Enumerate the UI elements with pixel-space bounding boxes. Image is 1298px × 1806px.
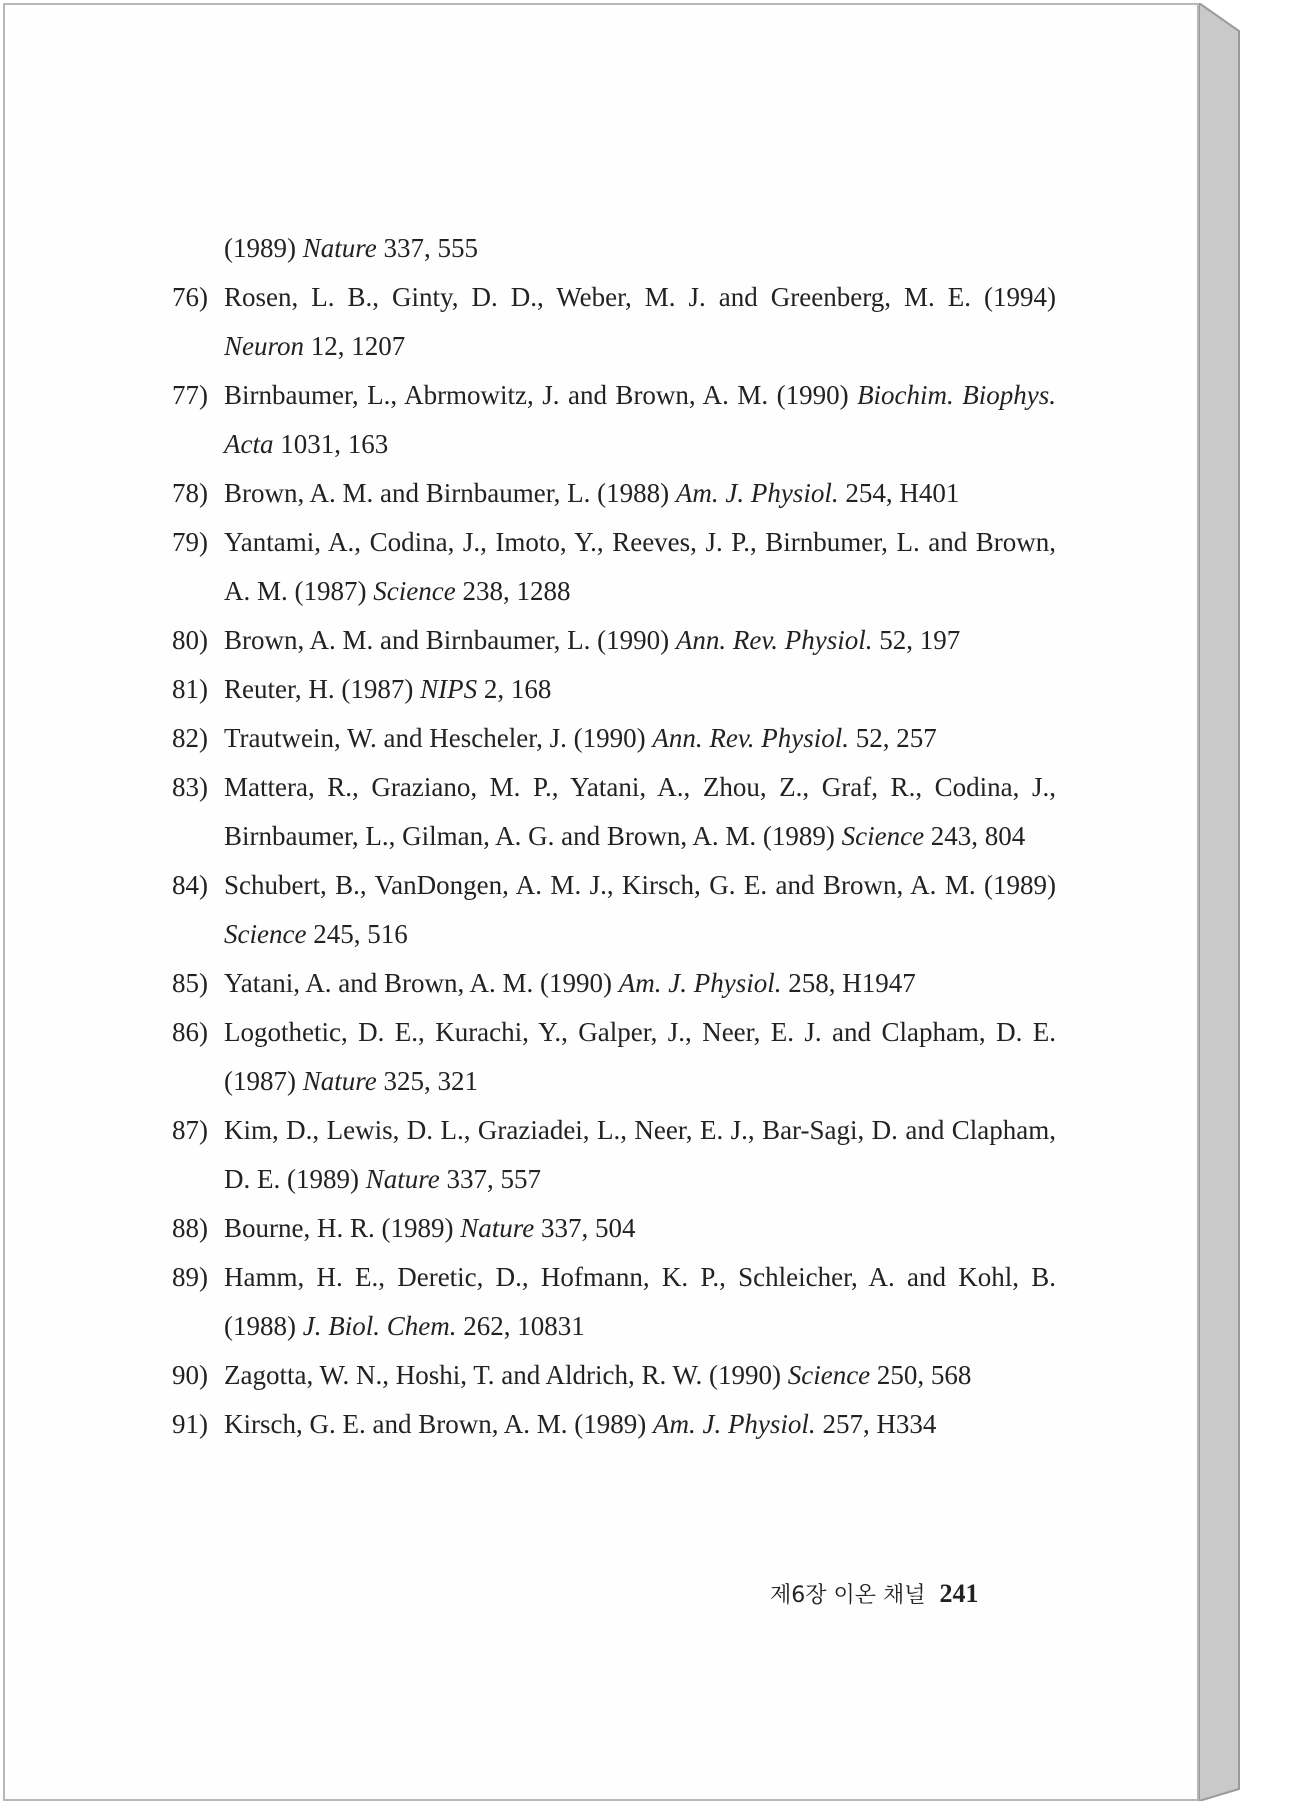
reference-number: 89) [172,1262,208,1292]
reference-authors: Schubert, B., VanDongen, A. M. J., Kirsch, G. E. and Brown, A. M. (1989) [224,870,1056,900]
reference-volume-page: 238, 1288 [455,576,571,606]
reference-list [172,224,1056,1449]
reference-volume-page: 262, 10831 [456,1311,585,1341]
reference-journal: Ann. Rev. Physiol. [652,723,850,753]
reference-item [172,1400,1056,1449]
reference-number: 91) [172,1409,208,1439]
reference-number: 76) [172,282,208,312]
reference-journal: NIPS [420,674,478,704]
reference-number: 82) [172,723,208,753]
reference-number: 83) [172,772,208,802]
reference-authors: Mattera, R., Graziano, M. P., Yatani, A., Zhou, Z., Graf, R., Codina, J., Birnbaumer, L., Gilman, A. G. and Brown, A. M. (1989) [224,772,1056,851]
reference-journal: Nature [302,233,377,263]
reference-number: 85) [172,968,208,998]
reference-authors: Trautwein, W. and Hescheler, J. (1990) [224,723,653,753]
reference-journal: Am. J. Physiol. [652,1409,816,1439]
reference-number: 87) [172,1115,208,1145]
reference-item [172,616,1056,665]
reference-journal: Biochim. Biophys. Acta [224,380,1056,459]
reference-authors: Rosen, L. B., Ginty, D. D., Weber, M. J. and Greenberg, M. E. (1994) [224,282,1056,312]
reference-journal: J. Biol. Chem. [302,1311,457,1341]
reference-volume-page: 254, H401 [838,478,960,508]
reference-volume-page: 337, 557 [439,1164,541,1194]
reference-journal: Ann. Rev. Physiol. [675,625,873,655]
reference-volume-page: 52, 197 [872,625,961,655]
reference-number: 81) [172,674,208,704]
reference-authors: Yantami, A., Codina, J., Imoto, Y., Reeves, J. P., Birnbumer, L. and Brown, A. M. (1987) [224,527,1056,606]
page-edge-shading [1199,3,1245,1801]
reference-authors: Yatani, A. and Brown, A. M. (1990) [224,968,619,998]
reference-volume-page: 52, 257 [849,723,937,753]
reference-journal: Nature [460,1213,535,1243]
reference-number: 78) [172,478,208,508]
reference-number: 77) [172,380,208,410]
reference-authors: Zagotta, W. N., Hoshi, T. and Aldrich, R. W. (1990) [224,1360,788,1390]
reference-number: 90) [172,1360,208,1390]
reference-authors: Kirsch, G. E. and Brown, A. M. (1989) [224,1409,653,1439]
reference-authors: (1989) [224,233,303,263]
reference-journal: Nature [365,1164,440,1194]
reference-authors: Logothetic, D. E., Kurachi, Y., Galper, J., Neer, E. J. and Clapham, D. E. (1987) [224,1017,1056,1096]
reference-volume-page: 12, 1207 [304,331,406,361]
reference-journal: Neuron [224,331,304,361]
reference-volume-page: 245, 516 [306,919,408,949]
reference-item [172,469,1056,518]
reference-number: 79) [172,527,208,557]
reference-journal: Science [787,1360,871,1390]
reference-journal: Science [841,821,925,851]
reference-journal: Am. J. Physiol. [618,968,782,998]
reference-item [172,1106,1056,1204]
reference-volume-page: 258, H1947 [781,968,916,998]
reference-item [172,959,1056,1008]
reference-item [172,224,1056,273]
reference-item [172,714,1056,763]
reference-volume-page: 1031, 163 [273,429,389,459]
reference-number: 88) [172,1213,208,1243]
reference-item [172,273,1056,371]
reference-journal: Science [224,919,307,949]
reference-authors: Bourne, H. R. (1989) [224,1213,461,1243]
reference-journal: Science [373,576,456,606]
reference-item [172,665,1056,714]
reference-authors: Brown, A. M. and Birnbaumer, L. (1990) [224,625,676,655]
reference-volume-page: 337, 555 [376,233,478,263]
reference-number: 80) [172,625,208,655]
reference-volume-page: 257, H334 [815,1409,937,1439]
reference-item [172,1008,1056,1106]
reference-authors: Reuter, H. (1987) [224,674,421,704]
reference-item [172,1253,1056,1351]
reference-authors: Brown, A. M. and Birnbaumer, L. (1988) [224,478,676,508]
reference-volume-page: 337, 504 [534,1213,636,1243]
reference-journal: Nature [302,1066,377,1096]
reference-volume-page: 250, 568 [870,1360,972,1390]
reference-authors: Hamm, H. E., Deretic, D., Hofmann, K. P., Schleicher, A. and Kohl, B. (1988) [224,1262,1056,1341]
reference-item [172,763,1056,861]
page-number: 241 [939,1579,979,1608]
reference-item [172,861,1056,959]
reference-volume-page: 243, 804 [924,821,1026,851]
reference-item [172,1204,1056,1253]
reference-volume-page: 2, 168 [477,674,552,704]
page-footer [770,1578,979,1609]
reference-item [172,1351,1056,1400]
reference-authors: Birnbaumer, L., Abrmowitz, J. and Brown, A. M. (1990) [224,380,858,410]
reference-number: 84) [172,870,208,900]
reference-authors: Kim, D., Lewis, D. L., Graziadei, L., Neer, E. J., Bar-Sagi, D. and Clapham, D. E. (1989) [224,1115,1056,1194]
reference-volume-page: 325, 321 [376,1066,478,1096]
reference-item [172,371,1056,469]
reference-journal: Am. J. Physiol. [675,478,839,508]
reference-item [172,518,1056,616]
chapter-title: 제6장 이온 채널 [770,1583,926,1608]
reference-number: 86) [172,1017,208,1047]
